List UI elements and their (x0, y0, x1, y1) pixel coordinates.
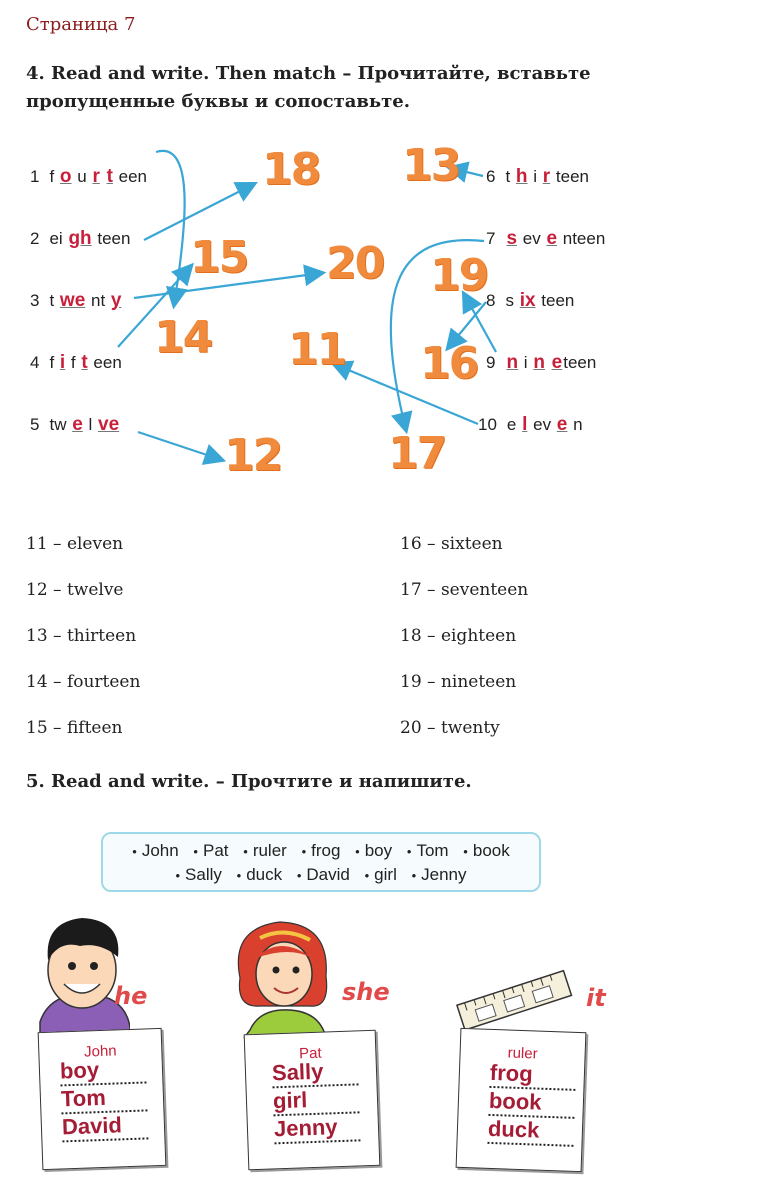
exercise-4-illustration (26, 140, 626, 490)
word-box-line-1 (103, 841, 539, 861)
exercise-row-1: 1 f o u r t een (30, 166, 147, 187)
card-title: Pat (298, 1044, 322, 1063)
exercise-row-10: 10 e l ev e n (478, 414, 583, 435)
number-12: 12 (224, 430, 282, 481)
answer-right-4: 19 – nineteen (400, 672, 517, 692)
card-title: ruler (507, 1044, 538, 1063)
card-entry: Tom (61, 1085, 148, 1114)
exercise-row-9: 9 n i n eteen (486, 352, 597, 373)
number-17: 17 (388, 428, 446, 479)
answer-left-1: 11 – eleven (26, 534, 124, 554)
ruler-illustration (452, 970, 577, 1030)
exercise-row-6: 6 t h i r teen (486, 166, 589, 187)
card-entry: girl (273, 1087, 360, 1116)
exercise-5-heading: 5. Read and write. – Прочтите и напишите. (26, 771, 472, 792)
number-11: 11 (288, 324, 346, 375)
card-ruler (456, 1028, 587, 1172)
number-18: 18 (262, 144, 320, 195)
card-pat (244, 1030, 381, 1171)
page-label: Страница 7 (26, 14, 136, 35)
card-entry: duck (487, 1118, 574, 1147)
matching-arrows (26, 140, 626, 490)
answer-left-2: 12 – twelve (26, 580, 124, 600)
number-16: 16 (420, 338, 478, 389)
exercise-row-7: 7 s ev e nteen (486, 228, 606, 249)
exercise-row-3: 3 t we nt y (30, 290, 122, 311)
answer-right-5: 20 – twenty (400, 718, 500, 738)
word: • ruler (243, 841, 287, 860)
number-19: 19 (430, 250, 488, 301)
word: • book (463, 841, 509, 860)
answer-left-4: 14 – fourteen (26, 672, 141, 692)
answer-right-3: 18 – eighteen (400, 626, 517, 646)
arrow-1-14 (156, 151, 185, 305)
answer-right-1: 16 – sixteen (400, 534, 503, 554)
exercise-row-4: 4 f i f t een (30, 352, 122, 373)
word: • Sally (175, 865, 221, 884)
word: • boy (355, 841, 392, 860)
number-20: 20 (326, 238, 384, 289)
card-entry: book (488, 1090, 575, 1119)
pronoun-she: she (342, 978, 390, 1006)
answer-left-3: 13 – thirteen (26, 626, 137, 646)
card-entry: boy (60, 1057, 147, 1086)
word-box (101, 832, 541, 892)
card-title: John (83, 1042, 117, 1061)
word: • duck (237, 865, 282, 884)
pronoun-it: it (586, 984, 606, 1012)
girl-illustration (230, 918, 340, 1038)
arrow-5-12 (138, 432, 222, 460)
word: • frog (302, 841, 341, 860)
number-15: 15 (190, 232, 248, 283)
card-entry: Sally (272, 1059, 359, 1088)
exercise-4-heading: 4. Read and write. Then match – Прочитайте, вставьте пропущенные буквы и сопоставьте. (26, 63, 591, 112)
exercise-row-8: 8 s ix teen (486, 290, 575, 311)
word: • Jenny (412, 865, 467, 884)
number-13: 13 (402, 140, 460, 191)
exercise-row-5: 5 tw e l ve (30, 414, 120, 435)
number-14: 14 (154, 312, 212, 363)
word: • Pat (193, 841, 228, 860)
boy-illustration (30, 912, 130, 1037)
word: • Tom (407, 841, 449, 860)
word: • David (297, 865, 350, 884)
card-john (38, 1028, 167, 1170)
answer-right-2: 17 – seventeen (400, 580, 529, 600)
card-entry: David (62, 1113, 149, 1142)
answer-left-5: 15 – fifteen (26, 718, 123, 738)
card-entry: Jenny (274, 1115, 361, 1144)
word: • girl (365, 865, 397, 884)
card-entry: frog (489, 1062, 576, 1091)
exercise-row-2: 2 ei gh teen (30, 228, 131, 249)
word-box-line-2 (103, 865, 539, 885)
pronoun-he: he (114, 982, 148, 1010)
word: • John (132, 841, 178, 860)
